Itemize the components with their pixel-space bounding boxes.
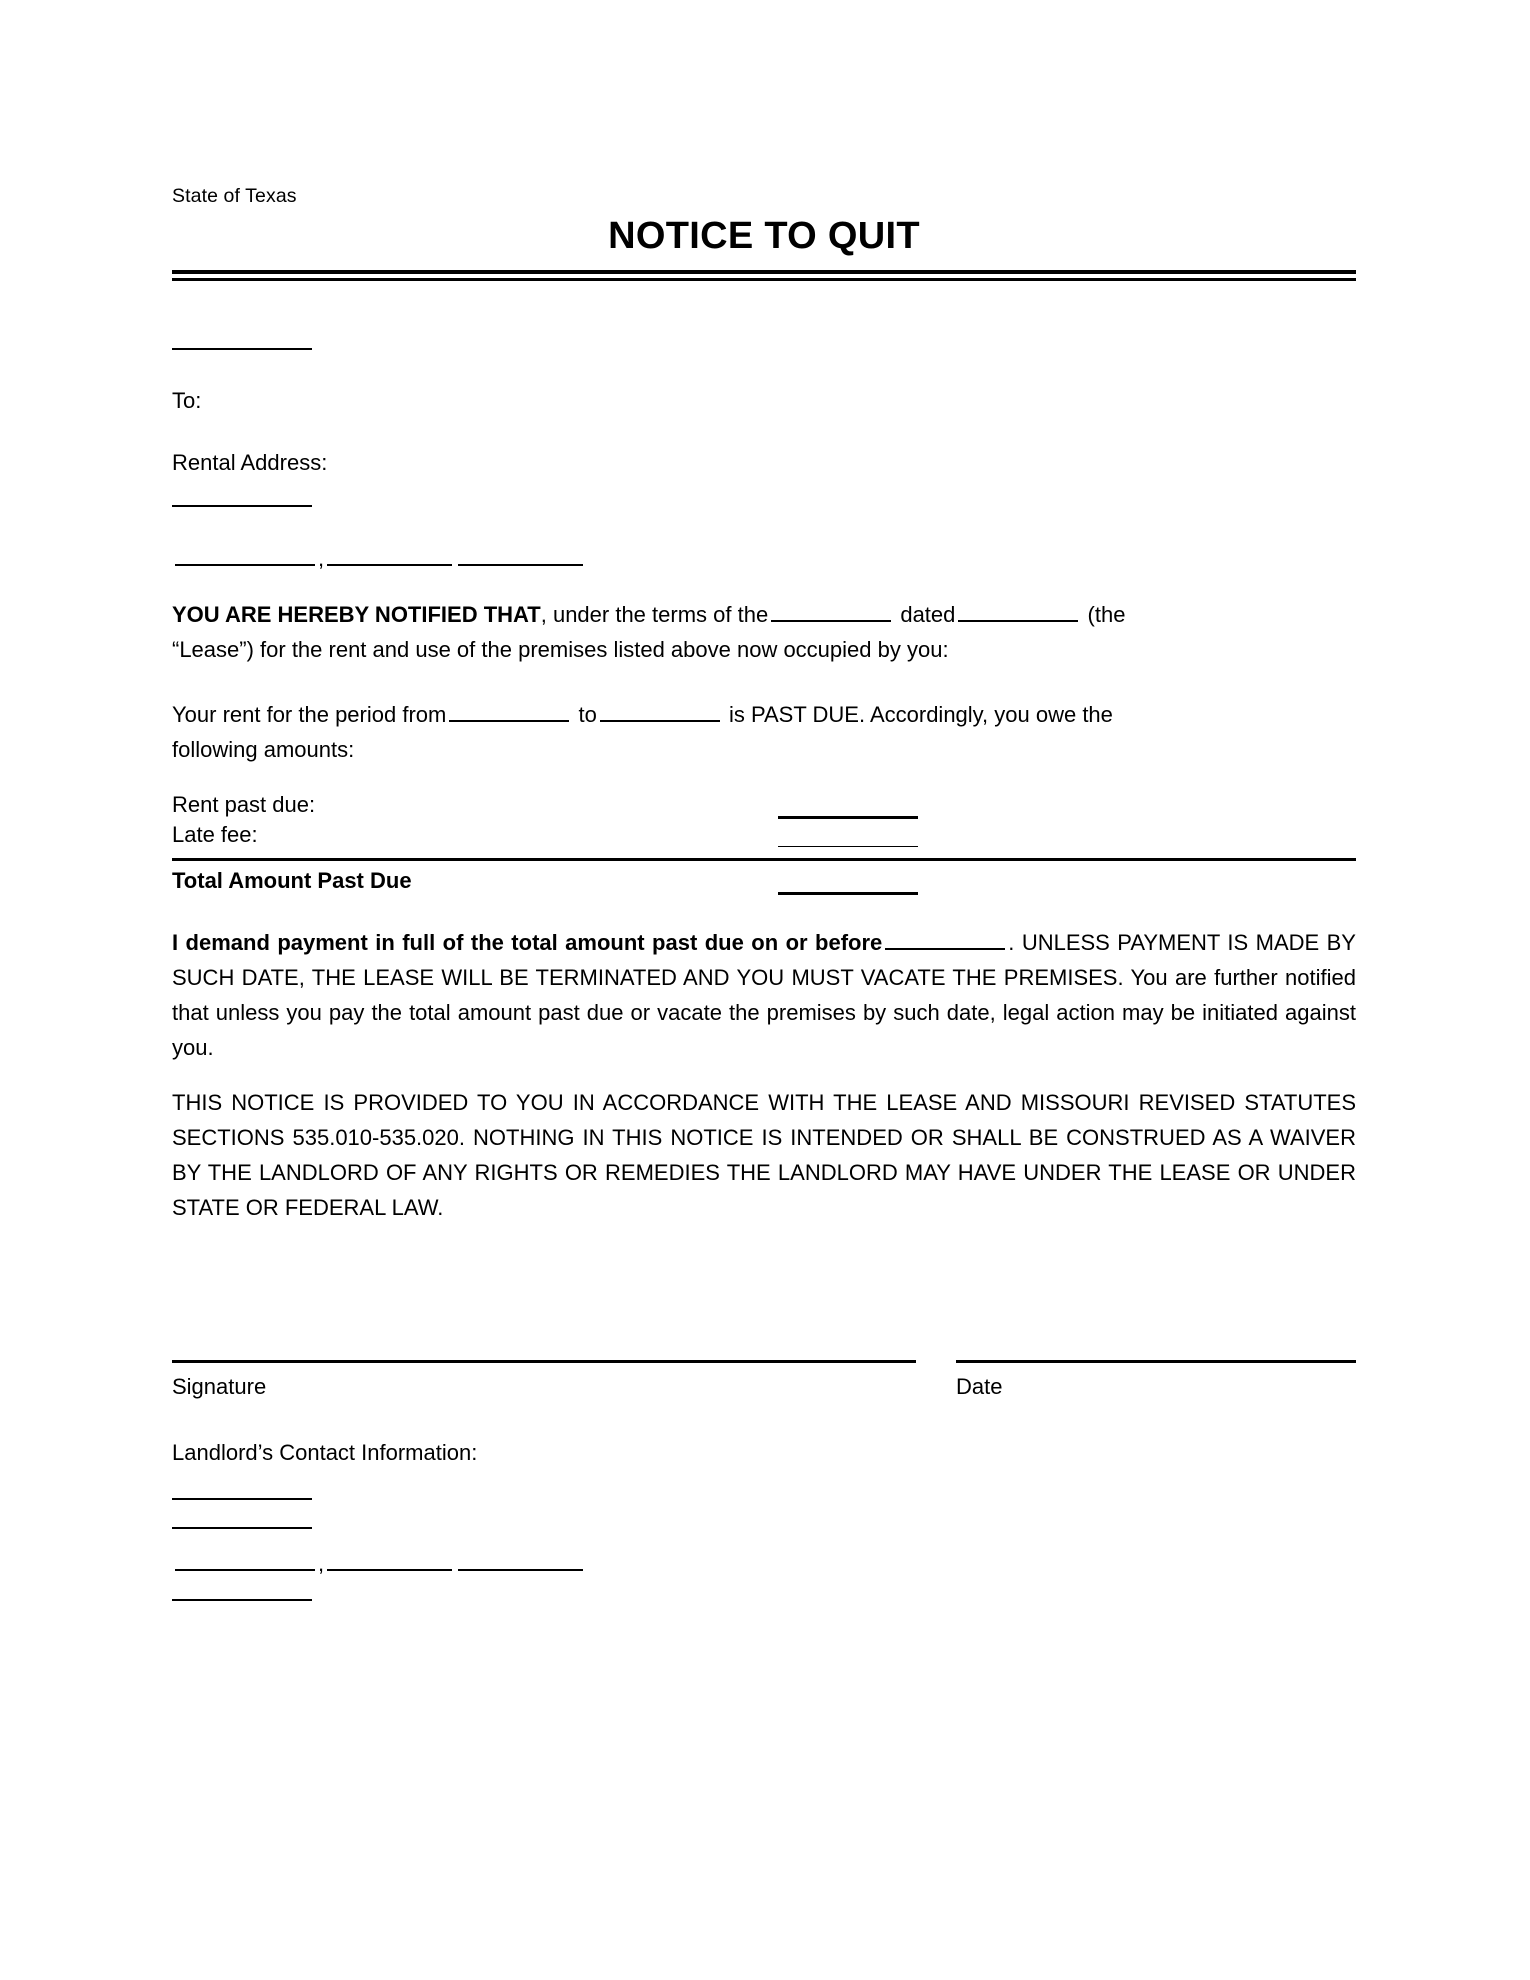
landlord-state-blank[interactable] [327, 1569, 452, 1571]
demand-rest: . UNLESS PAYMENT IS MADE BY SUCH DATE, THE LEASE WILL BE TERMINATED AND YOU MUST VACATE THE PREMISES. You are further notified that unless you pay the total amount past due or vacate the premises by such date, legal action may be initiated against you. [172, 930, 1356, 1060]
payment-deadline-blank[interactable] [885, 948, 1005, 950]
table-row [172, 790, 1356, 820]
period-to-blank[interactable] [600, 720, 720, 722]
past-due-paragraph [172, 697, 1356, 767]
page-title: NOTICE TO QUIT [608, 215, 920, 257]
total-amount-label: Total Amount Past Due [172, 868, 412, 893]
notice-paragraph-line2: “Lease”) for the rent and use of the premises listed above now occupied by you: [172, 637, 949, 662]
landlord-csz-row [172, 1553, 1356, 1575]
rental-address-csz-row [172, 548, 1356, 570]
demand-bold-part: I demand payment in full of the total amount past due on or before [172, 930, 883, 955]
recipient-name-blank-row [172, 348, 1356, 350]
rent-past-due-value-blank[interactable] [778, 816, 918, 819]
total-amount-value-blank[interactable] [778, 892, 918, 895]
rental-address-label: Rental Address: [172, 450, 328, 475]
signature-label: Signature [172, 1374, 267, 1399]
header-double-rule [172, 270, 1356, 280]
statute-paragraph-text: THIS NOTICE IS PROVIDED TO YOU IN ACCORDANCE WITH THE LEASE AND MISSOURI REVISED STATUTES SECTIONS 535.010-535.020. NOTHING IN THIS NOTICE IS INTENDED OR SHALL BE CONSTRUED AS A WAIVER BY THE LANDLORD OF ANY RIGHTS OR REMEDIES THE LANDLORD MAY HAVE UNDER THE LEASE OR UNDER STATE OR FEDERAL LAW. [172, 1090, 1356, 1220]
notice-paragraph [172, 597, 1356, 667]
late-fee-label: Late fee: [172, 822, 258, 847]
landlord-zip-blank[interactable] [458, 1569, 583, 1571]
to-row [172, 388, 1356, 414]
state-line: State of Texas [172, 185, 297, 207]
landlord-phone-blank[interactable] [172, 1599, 312, 1601]
notice-part1: , under the terms of the [540, 602, 769, 627]
date-label: Date [956, 1374, 1003, 1399]
landlord-contact-block [172, 1440, 1356, 1601]
rental-address-zip-blank[interactable] [458, 564, 583, 566]
past-due-part3: is PAST DUE. Accordingly, you owe the [728, 702, 1113, 727]
past-due-part2: to [578, 702, 597, 727]
rental-address-street-row [172, 505, 1356, 507]
late-fee-value-blank[interactable] [778, 846, 918, 847]
amounts-separator-rule [172, 858, 1356, 861]
notice-part3: (the [1087, 602, 1126, 627]
lease-date-blank[interactable] [958, 620, 1078, 622]
landlord-name-blank[interactable] [172, 1498, 312, 1500]
rental-address-csz [172, 546, 586, 571]
table-row-total [172, 866, 1356, 896]
rent-past-due-label: Rent past due: [172, 792, 316, 817]
past-due-line1 [172, 697, 1356, 732]
recipient-name-blank[interactable] [172, 348, 312, 350]
notified-lead-bold: YOU ARE HEREBY NOTIFIED THAT [172, 602, 541, 627]
demand-paragraph-text [172, 925, 1356, 1065]
landlord-street-blank[interactable] [172, 1527, 312, 1529]
date-line[interactable] [956, 1360, 1356, 1363]
past-due-part1: Your rent for the period from [172, 702, 447, 727]
landlord-contact-title: Landlord’s Contact Information: [172, 1440, 478, 1465]
rental-address-street-blank[interactable] [172, 505, 312, 507]
header-rule-bottom [172, 278, 1356, 281]
statute-paragraph [172, 1085, 1356, 1225]
past-due-line2: following amounts: [172, 737, 355, 762]
lease-name-blank[interactable] [771, 620, 891, 622]
period-from-blank[interactable] [449, 720, 569, 722]
demand-paragraph [172, 925, 1356, 1065]
rental-address-city-blank[interactable] [175, 564, 315, 566]
landlord-city-blank[interactable] [175, 1569, 315, 1571]
notice-part2: dated [900, 602, 956, 627]
amounts-table [172, 790, 1356, 896]
signature-line[interactable] [172, 1360, 916, 1363]
notice-paragraph-line1 [172, 597, 1356, 632]
to-label: To: [172, 388, 202, 413]
rental-address-state-blank[interactable] [327, 564, 452, 566]
table-row [172, 820, 1356, 850]
rental-address-comma: , [318, 546, 325, 571]
rental-address-row [172, 450, 1356, 476]
landlord-csz-comma: , [318, 1551, 325, 1577]
header-rule-top [172, 270, 1356, 274]
